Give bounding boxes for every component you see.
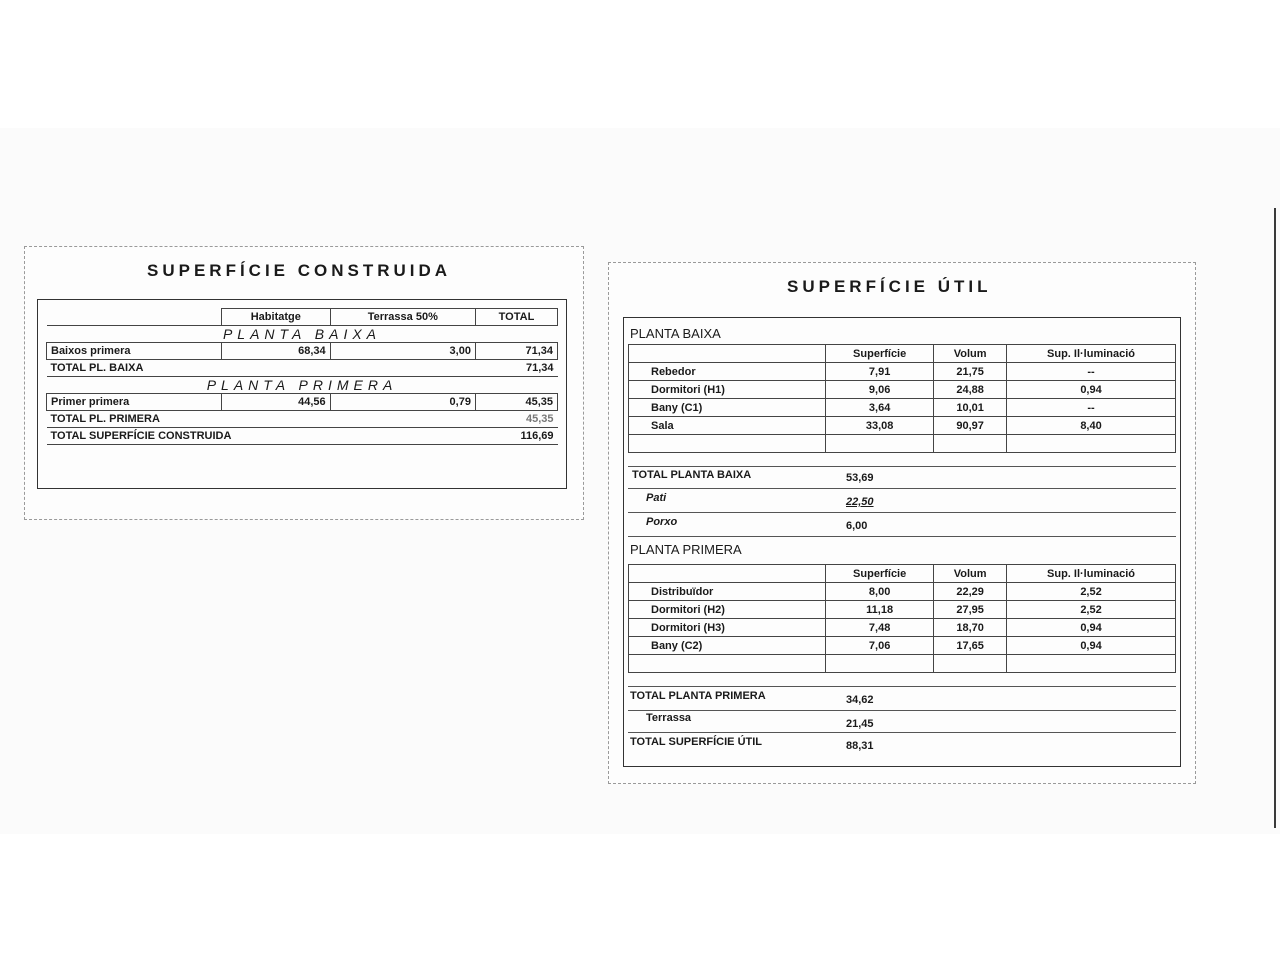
cell-illuminacio: 0,94 [1007,637,1176,655]
cell-superficie: 7,91 [826,363,934,381]
header-row [629,565,1176,583]
divider [628,686,1176,687]
empty-cell [934,655,1007,673]
row-label: Bany (C2) [629,637,826,655]
table-row [47,343,558,360]
empty-header-cell [629,345,826,363]
section-row-baixa [47,326,558,343]
divider [628,732,1176,733]
cell-illuminacio: -- [1007,399,1176,417]
table-row [629,583,1176,601]
cell-superficie: 7,48 [826,619,934,637]
section-planta-baixa: PLANTA BAIXA [47,326,558,343]
row-label: Sala [629,417,826,435]
divider [628,466,1176,467]
cell-volum: 17,65 [934,637,1007,655]
total-planta-baixa-label: TOTAL PLANTA BAIXA [632,469,752,481]
total-row [47,360,558,377]
cell-volum: 24,88 [934,381,1007,399]
cell-superficie: 33,08 [826,417,934,435]
cell-volum: 90,97 [934,417,1007,435]
cell-superficie: 9,06 [826,381,934,399]
total-planta-baixa-value: 53,69 [846,472,874,484]
planta-primera-table [628,564,1176,673]
section-planta-primera: PLANTA PRIMERA [47,377,558,394]
header-terrassa: Terrassa 50% [330,309,475,326]
total-superficie-util-label: TOTAL SUPERFÍCIE ÚTIL [630,736,763,748]
total-primera-label: TOTAL PL. PRIMERA [47,411,476,428]
empty-header-cell [47,309,222,326]
total-primera-value: 45,35 [475,411,557,428]
divider [628,488,1176,489]
table-row [629,601,1176,619]
total-construida-value: 116,69 [475,428,557,445]
cell-volum: 22,29 [934,583,1007,601]
header-sup-illuminacio: Sup. Il·luminació [1007,565,1176,583]
header-volum: Volum [934,345,1007,363]
cell-superficie: 8,00 [826,583,934,601]
porxo-value: 6,00 [846,520,868,532]
cell-habitatge: 44,56 [222,394,331,411]
cell-terrassa: 0,79 [330,394,475,411]
table-row [47,394,558,411]
header-sup-illuminacio: Sup. Il·luminació [1007,345,1176,363]
row-label: Dormitori (H2) [629,601,826,619]
header-row [629,345,1176,363]
table-row [629,619,1176,637]
header-superficie: Superfície [826,565,934,583]
table-row [629,363,1176,381]
empty-cell [826,435,934,453]
superficie-util-panel [608,262,1196,784]
header-superficie: Superfície [826,345,934,363]
pati-label: Pati [646,492,667,504]
empty-header-cell [629,565,826,583]
header-total: TOTAL [475,309,557,326]
superficie-util-frame [623,317,1181,767]
table-row [629,381,1176,399]
cell-illuminacio: 8,40 [1007,417,1176,435]
divider [628,536,1176,537]
row-label: Bany (C1) [629,399,826,417]
divider [628,512,1176,513]
table-row [629,399,1176,417]
header-row [47,309,558,326]
total-planta-primera-label: TOTAL PLANTA PRIMERA [630,690,766,702]
total-superficie-util-value: 88,31 [846,740,874,752]
cell-volum: 21,75 [934,363,1007,381]
row-label: Dormitori (H1) [629,381,826,399]
cell-illuminacio: 2,52 [1007,601,1176,619]
planta-baixa-heading: PLANTA BAIXA [630,326,721,341]
cell-volum: 18,70 [934,619,1007,637]
row-label: Rebedor [629,363,826,381]
empty-cell [629,435,826,453]
divider [628,710,1176,711]
total-baixa-value: 71,34 [475,360,557,377]
superficie-construida-title: SUPERFÍCIE CONSTRUIDA [147,261,452,280]
terrassa-value: 21,45 [846,718,874,730]
total-construida-label: TOTAL SUPERFÍCIE CONSTRUIDA [47,428,476,445]
cell-illuminacio: 0,94 [1007,381,1176,399]
header-habitatge: Habitatge [222,309,331,326]
table-row [629,637,1176,655]
row-label: Primer primera [47,394,222,411]
total-planta-primera-value: 34,62 [846,694,874,706]
superficie-util-title: SUPERFÍCIE ÚTIL [787,277,992,296]
cell-volum: 27,95 [934,601,1007,619]
terrassa-label: Terrassa [646,712,692,724]
row-label: Dormitori (H3) [629,619,826,637]
porxo-label: Porxo [646,516,678,528]
planta-primera-heading: PLANTA PRIMERA [630,542,742,557]
header-volum: Volum [934,565,1007,583]
superficie-construida-frame [37,299,567,489]
total-row [47,428,558,445]
row-label: Distribuïdor [629,583,826,601]
total-baixa-label: TOTAL PL. BAIXA [47,360,476,377]
empty-cell [934,435,1007,453]
cell-illuminacio: 0,94 [1007,619,1176,637]
cell-total: 71,34 [475,343,557,360]
cell-illuminacio: 2,52 [1007,583,1176,601]
cell-superficie: 3,64 [826,399,934,417]
cell-habitatge: 68,34 [222,343,331,360]
section-row-primera [47,377,558,394]
cell-total: 45,35 [475,394,557,411]
pati-value: 22,50 [846,496,874,508]
total-row [47,411,558,428]
cell-superficie: 11,18 [826,601,934,619]
cell-illuminacio: -- [1007,363,1176,381]
planta-baixa-table [628,344,1176,453]
cell-superficie: 7,06 [826,637,934,655]
scan-edge [1274,208,1276,828]
superficie-construida-table [46,308,558,445]
empty-cell [629,655,826,673]
empty-cell [826,655,934,673]
table-row [629,655,1176,673]
cell-terrassa: 3,00 [330,343,475,360]
cell-volum: 10,01 [934,399,1007,417]
superficie-construida-panel [24,246,584,520]
table-row [629,417,1176,435]
empty-cell [1007,435,1176,453]
row-label: Baixos primera [47,343,222,360]
table-row [629,435,1176,453]
empty-cell [1007,655,1176,673]
